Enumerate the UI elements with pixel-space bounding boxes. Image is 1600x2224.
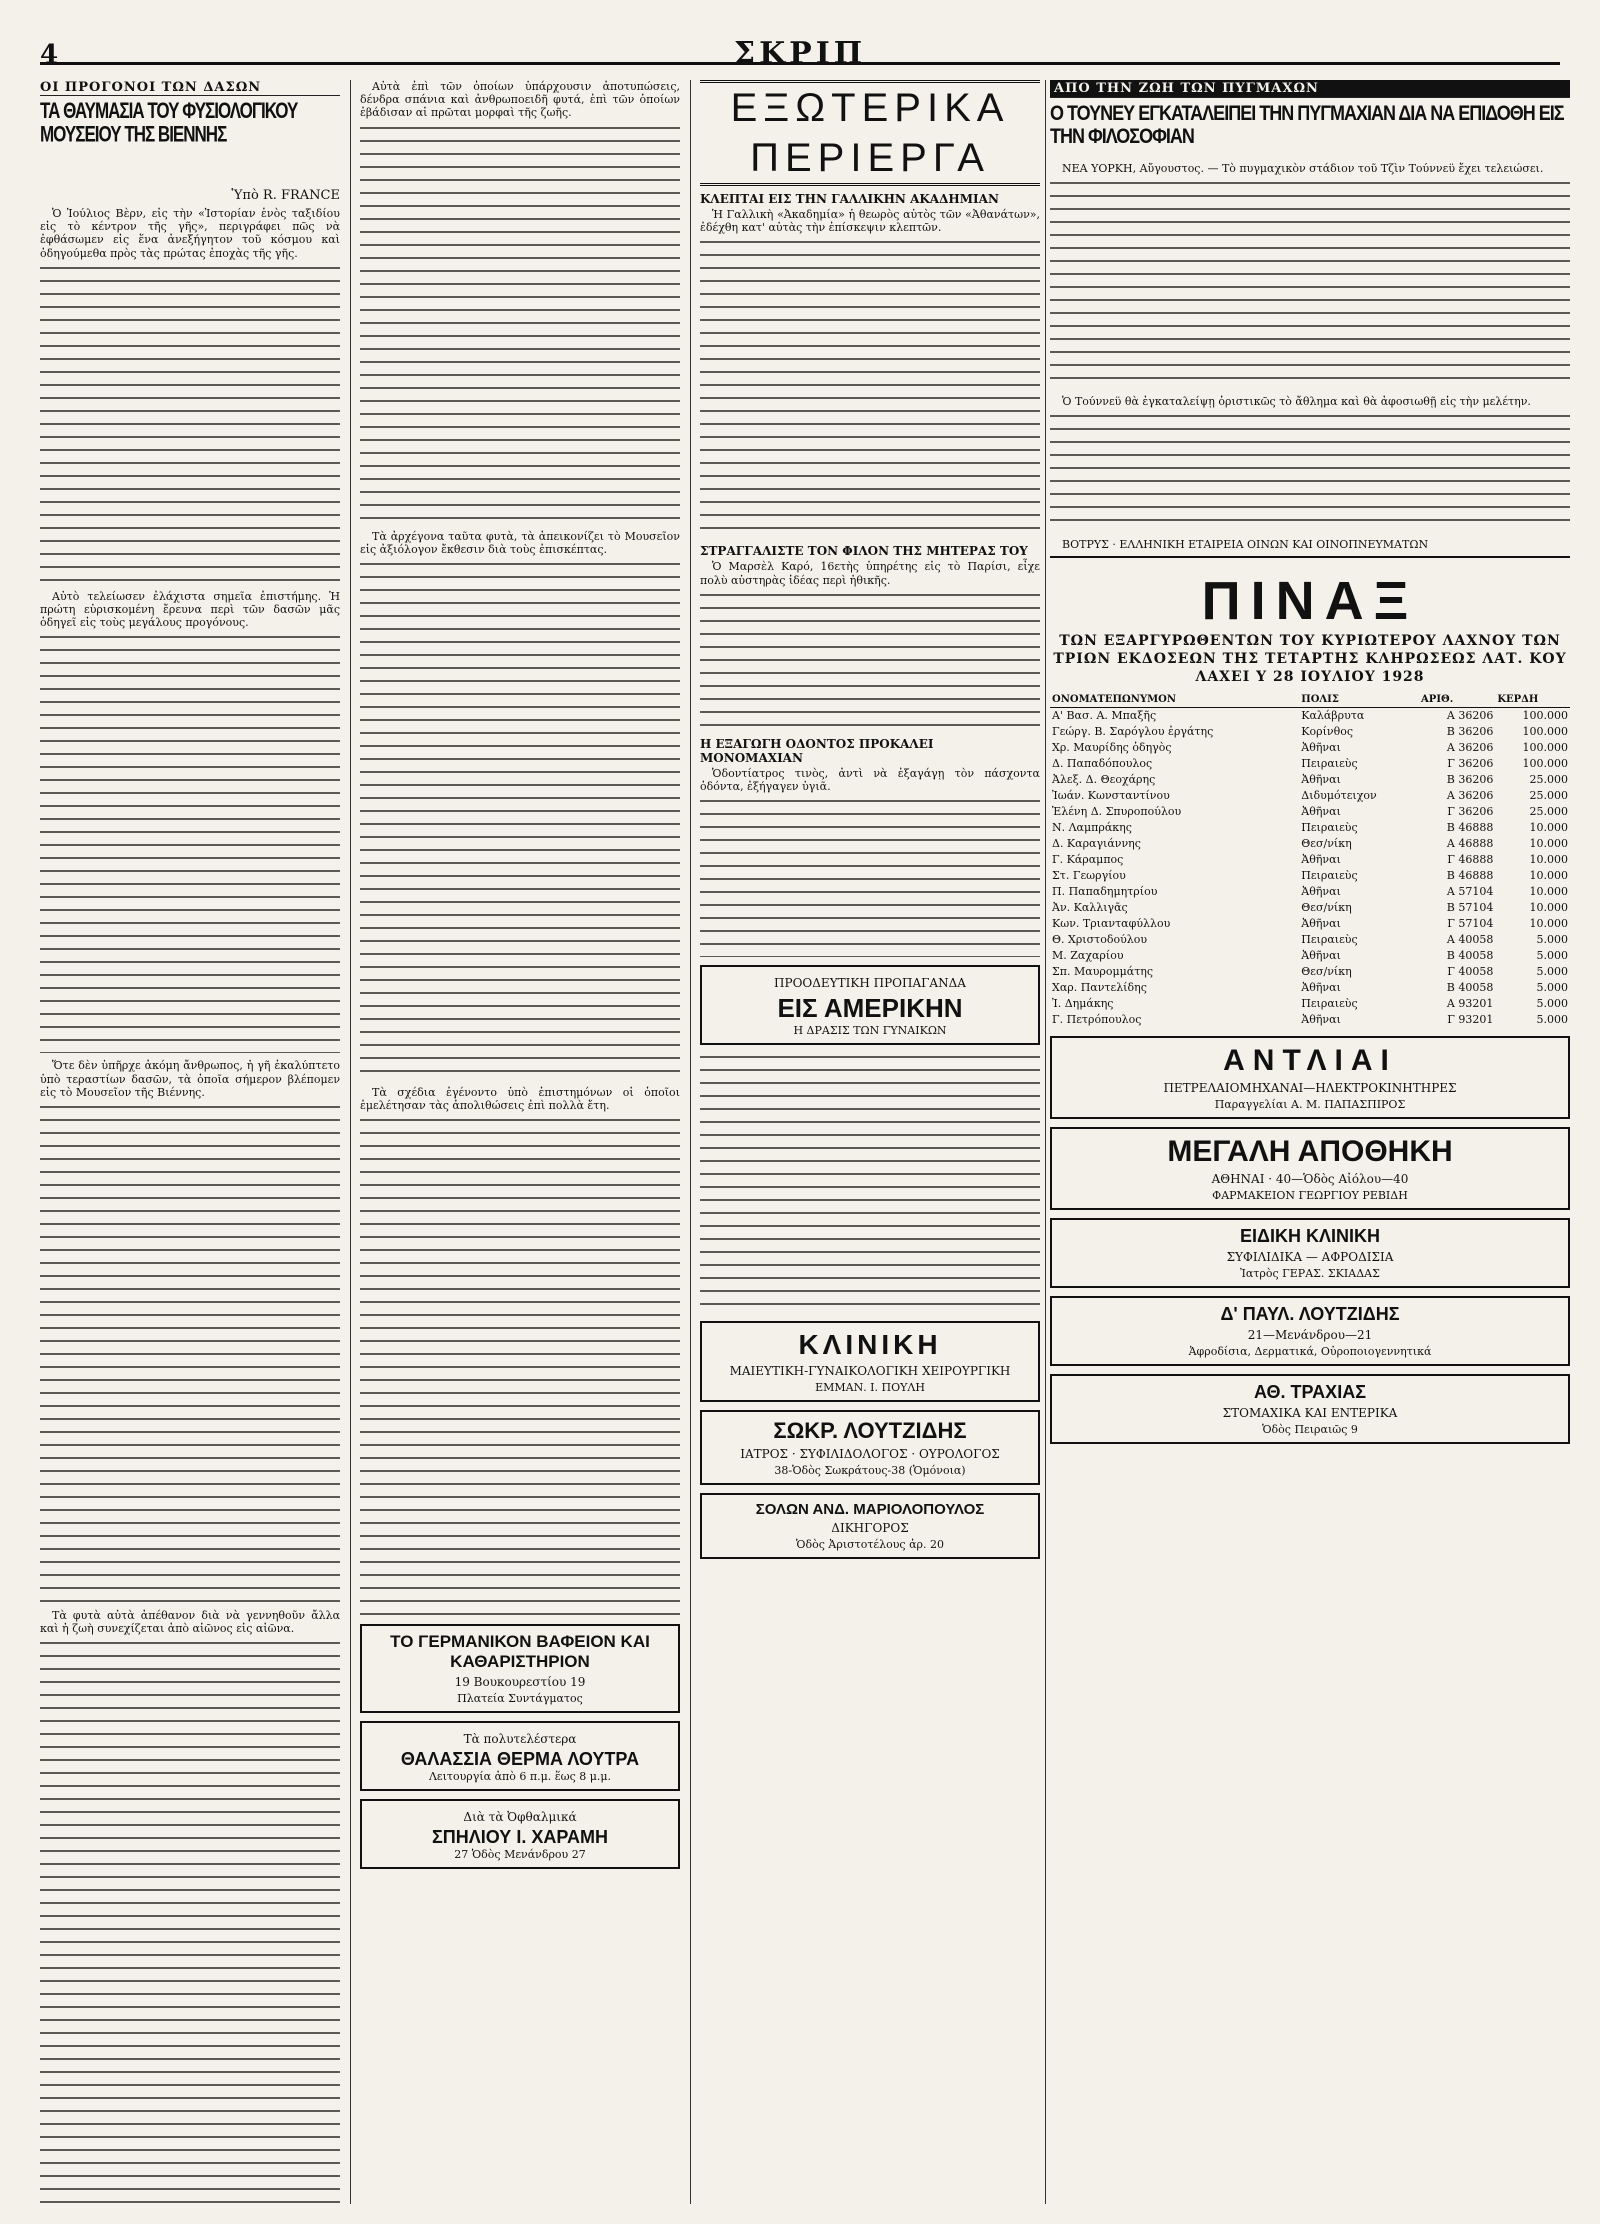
page-number: 4 — [40, 40, 59, 70]
table-cell: 100.000 — [1522, 757, 1568, 771]
table-cell: Στ. Γεωργίου — [1052, 869, 1126, 883]
table-cell: Θ. Χριστοδούλου — [1052, 933, 1148, 947]
ad-title: ΘΑΛΑΣΣΙΑ ΘΕΡΜΑ ΛΟΥΤΡΑ — [400, 1749, 640, 1770]
text-body — [700, 591, 1040, 731]
table-cell: Ἀθῆναι — [1301, 1013, 1341, 1027]
column-header: ΚΕΡΔΗ — [1495, 692, 1570, 708]
table-cell: Χαρ. Παντελίδης — [1052, 981, 1147, 995]
table-cell: Χρ. Μαυρίδης ὁδηγὸς — [1052, 741, 1172, 755]
table-cell: 25.000 — [1529, 773, 1568, 787]
table-cell: Διδυμότειχον — [1301, 789, 1377, 803]
table-cell: Ἀθῆναι — [1301, 805, 1341, 819]
ad-line: ΜΑΙΕΥΤΙΚΗ-ΓΥΝΑΙΚΟΛΟΓΙΚΗ ΧΕΙΡΟΥΡΓΙΚΗ — [729, 1364, 1011, 1379]
ad-line: ΑΘΗΝΑΙ · 40—Ὁδὸς Αἰόλου—40 — [1211, 1171, 1409, 1186]
ad-line: ΙΑΤΡΟΣ · ΣΥΦΙΛΙΔΟΛΟΓΟΣ · ΟΥΡΟΛΟΓΟΣ — [740, 1447, 1000, 1462]
table-row — [1050, 724, 1570, 740]
article-subhead: ΣΤΡΑΓΓΑΛΙΣΤΕ ΤΟΝ ΦΙΛΟΝ ΤΗΣ ΜΗΤΕΡΑΣ ΤΟΥ — [700, 544, 1028, 559]
column-header: ΑΡΙΘ. — [1419, 692, 1495, 708]
table-cell: Γ 93201 — [1447, 1013, 1494, 1027]
ad-propaganda — [700, 965, 1040, 1045]
table-cell: Ἰωάν. Κωνσταντίνου — [1052, 789, 1170, 803]
table-cell: Ἀλεξ. Δ. Θεοχάρης — [1052, 773, 1156, 787]
table-cell: Β 40058 — [1446, 949, 1494, 963]
text-body — [700, 797, 1040, 957]
ad-line: ΠΡΟΟΔΕΥΤΙΚΗ ΠΡΟΠΑΓΑΝΔΑ — [774, 976, 966, 991]
pinax-subtitle: ΤΩΝ ΕΞΑΡΓΥΡΩΘΕΝΤΩΝ ΤΟΥ ΚΥΡΙΩΤΕΡΟΥ ΛΑΧΝΟΥ ΤΩΝ ΤΡΙΩΝ ΕΚΔΟΣΕΩΝ ΤΗΣ ΤΕΤΑΡΤΗΣ ΚΛΗΡΩΣΕΩΣ ΛΑΤ. ΚΟΥ ΛΑΧΕΙ Υ 28 ΙΟΥΛΙΟΥ 1928 — [1053, 632, 1567, 685]
table-row — [1050, 804, 1570, 820]
table-cell: Πειραιεὺς — [1301, 933, 1358, 947]
table-cell: Β 57104 — [1446, 901, 1494, 915]
ad-sub: Ἰατρὸς ΓΕΡΑΣ. ΣΚΙΑΔΑΣ — [1240, 1266, 1380, 1280]
article-paragraph: Ὁδοντίατρος τινὸς, ἀντὶ νὰ ἐξαγάγῃ τὸν πάσχοντα ὀδόντα, ἐξήγαγεν ὑγιᾶ. — [700, 766, 1040, 794]
table-cell: Α 46888 — [1446, 837, 1494, 851]
table-cell: 5.000 — [1536, 965, 1568, 979]
text-body — [700, 1053, 1040, 1313]
table-cell: Γ. Κάραμπος — [1052, 853, 1124, 867]
column-2 — [360, 80, 680, 2204]
text-body — [360, 560, 680, 1080]
table-cell: Πειραιεὺς — [1301, 869, 1358, 883]
table-cell: Β 46888 — [1446, 821, 1494, 835]
ad-title: ΑΘ. ΤΡΑΧΙΑΣ — [1254, 1381, 1366, 1402]
table-cell: Ἰ. Δημάκης — [1052, 997, 1114, 1011]
ad-title: ΣΟΛΩΝ ΑΝΔ. ΜΑΡΙΟΛΟΠΟΥΛΟΣ — [755, 1501, 985, 1519]
ad-sub: 27 Ὁδὸς Μενάνδρου 27 — [454, 1848, 586, 1862]
table-cell: 5.000 — [1536, 1013, 1568, 1027]
table-cell: Α 36206 — [1446, 741, 1494, 755]
table-row — [1050, 756, 1570, 772]
ad-sub: Η ΔΡΑΣΙΣ ΤΩΝ ΓΥΝΑΙΚΩΝ — [793, 1024, 947, 1038]
table-cell: Α 57104 — [1446, 885, 1494, 899]
table-cell: Β 36206 — [1446, 725, 1494, 739]
pinax-block — [1050, 556, 1570, 1028]
table-cell: 5.000 — [1536, 933, 1568, 947]
ad-sub: Παραγγελίαι Α. Μ. ΠΑΠΑΣΠΙΡΟΣ — [1214, 1097, 1406, 1111]
ad-dye-works — [360, 1624, 680, 1713]
table-cell: 100.000 — [1522, 709, 1568, 723]
table-cell: Ἀθῆναι — [1301, 741, 1341, 755]
article-subhead: Η ΕΞΑΓΩΓΗ ΟΔΟΝΤΟΣ ΠΡΟΚΑΛΕΙ ΜΟΝΟΜΑΧΙΑΝ — [700, 736, 934, 765]
table-row — [1050, 836, 1570, 852]
ad-title: ΚΛΙΝΙΚΗ — [798, 1329, 942, 1361]
table-cell: Γ 57104 — [1447, 917, 1494, 931]
table-row — [1050, 820, 1570, 836]
text-body — [360, 1116, 680, 1616]
table-cell: Θεσ/νίκη — [1301, 901, 1352, 915]
ad-doctor-loutzidis — [700, 1410, 1040, 1485]
text-body — [1050, 179, 1570, 389]
ad-sub: Πλατεία Συντάγματος — [457, 1692, 583, 1706]
table-cell: Γ 36206 — [1447, 757, 1494, 771]
table-row — [1050, 868, 1570, 884]
ad-eye-doctor — [360, 1799, 680, 1869]
table-cell: 10.000 — [1529, 885, 1568, 899]
column-3 — [700, 80, 1040, 2204]
ad-sub: 38-Ὁδὸς Σωκράτους-38 (Ὁμόνοια) — [774, 1464, 966, 1478]
table-cell: Ἑλένη Δ. Σπυροπούλου — [1052, 805, 1182, 819]
article-paragraph: Αὐτὸ τελείωσεν ἐλάχιστα σημεῖα ἐπιστήμης. Ἡ πρώτη εὑρισκομένη ἔρευνα περὶ τῶν δασῶν μᾶς ὁδηγεῖ εἰς τοὺς μεγάλους προγόνους. — [40, 589, 340, 630]
text-body — [40, 264, 340, 584]
pinax-title: ΠΙΝΑΞ — [1201, 570, 1419, 631]
section-kicker: ΟΙ ΠΡΟΓΟΝΟΙ ΤΩΝ ΔΑΣΩΝ — [40, 80, 340, 96]
table-cell: Ἀθῆναι — [1301, 949, 1341, 963]
ad-sub: Λειτουργία ἀπὸ 6 π.μ. ἕως 8 μ.μ. — [428, 1770, 612, 1784]
table-cell: 5.000 — [1536, 997, 1568, 1011]
table-cell: Κων. Τριανταφύλλου — [1052, 917, 1171, 931]
table-cell: Α' Βασ. Α. Μπαξῆς — [1052, 709, 1157, 723]
column-rule — [690, 80, 691, 2204]
ad-line: Διὰ τὰ Ὀφθαλμικά — [463, 1810, 577, 1825]
table-cell: 5.000 — [1536, 981, 1568, 995]
table-row — [1050, 788, 1570, 804]
text-body — [40, 1103, 340, 1603]
column-rule — [1045, 80, 1046, 2204]
table-cell: Κορίνθος — [1301, 725, 1353, 739]
table-cell: Καλάβρυτα — [1301, 709, 1365, 723]
table-row — [1050, 852, 1570, 868]
table-cell: Β 36206 — [1446, 773, 1494, 787]
table-cell: Θεσ/νίκη — [1301, 837, 1352, 851]
table-cell: Γ 40058 — [1447, 965, 1494, 979]
article-paragraph: Ὁ Μαρσὲλ Καρό, 16ετὴς ὑπηρέτης εἰς τὸ Παρίσι, εἶχε πολὺ αὐστηρὰς ἰδέας περὶ ἠθικῆς. — [700, 560, 1040, 587]
article-subhead: ΚΛΕΠΤΑΙ ΕΙΣ ΤΗΝ ΓΑΛΛΙΚΗΝ ΑΚΑΔΗΜΙΑΝ — [700, 192, 999, 206]
ad-title: ΑΝΤΛΙΑΙ — [1223, 1043, 1397, 1077]
table-cell: Ἀθῆναι — [1301, 981, 1341, 995]
table-cell: Π. Παπαδημητρίου — [1052, 885, 1158, 899]
ad-trachias — [1050, 1374, 1570, 1444]
table-cell: Α 36206 — [1446, 789, 1494, 803]
ad-doctor-pavlos — [1050, 1296, 1570, 1366]
ad-sub: ΕΜΜΑΝ. Ι. ΠΟΥΛΗ — [815, 1381, 925, 1395]
ad-line: ΠΕΤΡΕΛΑΙΟΜΗΧΑΝΑΙ—ΗΛΕΚΤΡΟΚΙΝΗΤΗΡΕΣ — [1163, 1080, 1457, 1095]
column-header: ΠΟΛΙΣ — [1299, 692, 1419, 708]
table-header-row — [1050, 692, 1570, 708]
ad-sub: Ἀφροδίσια, Δερματικά, Οὐροποιογεννητικά — [1188, 1344, 1432, 1358]
article-paragraph: ΒΟΤΡΥΣ · ΕΛΛΗΝΙΚΗ ΕΤΑΙΡΕΙΑ ΟΙΝΩΝ ΚΑΙ ΟΙΝΟΠΝΕΥΜΑΤΩΝ — [1062, 538, 1429, 552]
table-row — [1050, 900, 1570, 916]
column-4 — [1050, 80, 1570, 2204]
table-row — [1050, 964, 1570, 980]
lottery-table — [1050, 692, 1570, 1028]
table-cell: Δ. Καραγιάννης — [1052, 837, 1141, 851]
article-byline: Ὑπὸ R. FRANCE — [231, 188, 340, 203]
section-banner: ΕΞΩΤΕΡΙΚΑ ΠΕΡΙΕΡΓΑ — [700, 80, 1040, 186]
top-rule — [40, 62, 1560, 65]
table-row — [1050, 932, 1570, 948]
table-cell: Ἀθῆναι — [1301, 773, 1341, 787]
ad-line: 21—Μενάνδρου—21 — [1247, 1327, 1373, 1342]
table-cell: Θεσ/νίκη — [1301, 965, 1352, 979]
table-cell: 10.000 — [1529, 853, 1568, 867]
table-cell: Α 36206 — [1446, 709, 1494, 723]
table-cell: Α 93201 — [1446, 997, 1494, 1011]
column-header: ΟΝΟΜΑΤΕΠΩΝΥΜΟΝ — [1050, 692, 1299, 708]
ad-line: 19 Βουκουρεστίου 19 — [454, 1675, 586, 1690]
table-cell: Γ 36206 — [1447, 805, 1494, 819]
text-body — [1050, 412, 1570, 532]
ad-line: ΣΤΟΜΑΧΙΚΑ ΚΑΙ ΕΝΤΕΡΙΚΑ — [1222, 1405, 1398, 1420]
masthead: ΣΚΡΙΠ — [733, 36, 867, 71]
ad-lawyer — [700, 1493, 1040, 1559]
table-cell: Ἀν. Καλλιγᾶς — [1052, 901, 1128, 915]
text-body — [700, 238, 1040, 538]
ad-pumps — [1050, 1036, 1570, 1119]
column-rule — [350, 80, 351, 2204]
table-row — [1050, 707, 1570, 724]
section-kicker: ΑΠΟ ΤΗΝ ΖΩΗ ΤΩΝ ΠΥΓΜΑΧΩΝ — [1050, 80, 1570, 98]
text-body — [40, 1639, 340, 2204]
ad-title: ΕΙΔΙΚΗ ΚΛΙΝΙΚΗ — [1240, 1225, 1380, 1246]
table-cell: Σπ. Μαυρομμάτης — [1052, 965, 1154, 979]
article-paragraph: Τὰ φυτὰ αὐτὰ ἀπέθανον διὰ νὰ γεννηθοῦν ἄλλα καὶ ἡ ζωὴ συνεχίζεται ἀπὸ αἰῶνος εἰς αἰῶνα. — [40, 1609, 340, 1636]
ad-title: ΜΕΓΑΛΗ ΑΠΟΘΗΚΗ — [1167, 1134, 1453, 1168]
table-cell: 10.000 — [1529, 869, 1568, 883]
table-row — [1050, 740, 1570, 756]
ad-special-clinic — [1050, 1218, 1570, 1288]
table-cell: Γ. Πετρόπουλος — [1052, 1013, 1142, 1027]
table-cell: Πειραιεὺς — [1301, 821, 1358, 835]
ad-line: ΔΙΚΗΓΟΡΟΣ — [831, 1521, 909, 1536]
table-cell: 25.000 — [1529, 789, 1568, 803]
table-cell: 10.000 — [1529, 917, 1568, 931]
article-paragraph: Ὁ Ἰούλιος Βὲρν, εἰς τὴν «Ἱστορίαν ἑνὸς ταξιδίου εἰς τὸ κέντρον τῆς γῆς», περιγράφει πῶς νὰ ἐφθάσωμεν εἰς ἕνα ἀνεξήγητον τοῦ κόσμου καὶ ὁδηγούμεθα πρὸς τὰς πρώτας ἐποχὰς τῆς γῆς. — [40, 207, 340, 260]
table-cell: 10.000 — [1529, 821, 1568, 835]
table-row — [1050, 948, 1570, 964]
article-paragraph: Ὁ Τούννεϋ θὰ ἐγκαταλείψῃ ὁριστικῶς τὸ ἄθλημα καὶ θὰ ἀφοσιωθῇ εἰς τὴν μελέτην. — [1062, 395, 1531, 409]
table-row — [1050, 1012, 1570, 1028]
table-cell: Πειραιεὺς — [1301, 757, 1358, 771]
article-paragraph: Αὐτὰ ἐπὶ τῶν ὁποίων ὑπάρχουσιν ἀποτυπώσεις, δένδρα σπάνια καὶ ἀνθρωποειδῆ φυτά, ἐπὶ τῶν ὁποίων ἐβάδισαν αἱ πρῶται μορφαὶ τῆς ζωῆς. — [360, 80, 680, 120]
ad-title: ΕΙΣ ΑΜΕΡΙΚΗΝ — [777, 993, 963, 1024]
table-cell: 10.000 — [1529, 837, 1568, 851]
article-paragraph: Ὅτε δὲν ὑπῆρχε ἀκόμη ἄνθρωπος, ἡ γῆ ἐκαλύπτετο ὑπὸ τεραστίων δασῶν, τὰ ὁποῖα σήμερον βλέπομεν εἰς τὸ Μουσεῖον τῆς Βιέννης. — [40, 1059, 340, 1099]
text-body — [360, 124, 680, 524]
table-row — [1050, 884, 1570, 900]
article-paragraph: ΝΕΑ ΥΟΡΚΗ, Αὔγουστος. — Τὸ πυγμαχικὸν στάδιον τοῦ Τζὶν Τούννεϋ ἔχει τελειώσει. — [1062, 162, 1544, 175]
column-1 — [40, 80, 340, 2204]
table-cell: Πειραιεὺς — [1301, 997, 1358, 1011]
text-body — [40, 633, 340, 1053]
table-cell: 100.000 — [1522, 725, 1568, 739]
article-paragraph: Τὰ σχέδια ἐγένοντο ὑπὸ ἐπιστημόνων οἱ ὁποῖοι ἐμελέτησαν τὰς ἀπολιθώσεις ἐπὶ πολλὰ ἔτη. — [360, 1086, 680, 1113]
table-cell: 10.000 — [1529, 901, 1568, 915]
table-cell: Β 40058 — [1446, 981, 1494, 995]
table-cell: Γ 46888 — [1447, 853, 1494, 867]
table-cell: 25.000 — [1529, 805, 1568, 819]
ad-clinic-pouli — [700, 1321, 1040, 1402]
ad-warehouse — [1050, 1127, 1570, 1210]
ad-sub: ΦΑΡΜΑΚΕΙΟΝ ΓΕΩΡΓΙΟΥ ΡΕΒΙΔΗ — [1212, 1188, 1408, 1202]
table-cell: Ἀθῆναι — [1301, 917, 1341, 931]
ad-line: Τὰ πολυτελέστερα — [463, 1732, 577, 1747]
table-row — [1050, 772, 1570, 788]
ad-line: ΣΥΦΙΛΙΔΙΚΑ — ΑΦΡΟΔΙΣΙΑ — [1226, 1249, 1394, 1264]
article-headline: ΤΑ ΘΑΥΜΑΣΙΑ ΤΟΥ ΦΥΣΙΟΛΟΓΙΚΟΥ ΜΟΥΣΕΙΟΥ ΤΗΣ ΒΙΕΝΝΗΣ — [40, 98, 298, 147]
ad-sub: Ὁδὸς Ἀριστοτέλους ἀρ. 20 — [796, 1538, 944, 1552]
article-paragraph: Τὰ ἀρχέγονα ταῦτα φυτὰ, τὰ ἀπεικονίζει τὸ Μουσεῖον εἰς ἀξιόλογον ἔκθεσιν διὰ τοὺς ἐπισκέπτας. — [360, 529, 680, 556]
article-headline: Ο ΤΟΥΝΕΥ ΕΓΚΑΤΑΛΕΙΠΕΙ ΤΗΝ ΠΥΓΜΑΧΙΑΝ ΔΙΑ ΝΑ ΕΠΙΔΟΘΗ ΕΙΣ ΤΗΝ ΦΙΛΟΣΟΦΙΑΝ — [1050, 100, 1564, 148]
table-cell: 5.000 — [1536, 949, 1568, 963]
ad-title: ΣΩΚΡ. ΛΟΥΤΖΙΔΗΣ — [773, 1418, 967, 1444]
table-row — [1050, 980, 1570, 996]
ad-title: Δ' ΠΑΥΛ. ΛΟΥΤΖΙΔΗΣ — [1220, 1303, 1400, 1324]
ad-title: ΤΟ ΓΕΡΜΑΝΙΚΟΝ ΒΑΦΕΙΟΝ ΚΑΙ ΚΑΘΑΡΙΣΤΗΡΙΟΝ — [390, 1632, 650, 1672]
table-cell: Γεώργ. Β. Σαρόγλου ἐργάτης — [1052, 725, 1214, 739]
table-cell: Ἀθῆναι — [1301, 885, 1341, 899]
table-row — [1050, 916, 1570, 932]
table-cell: Δ. Παπαδόπουλος — [1052, 757, 1153, 771]
table-cell: Β 46888 — [1446, 869, 1494, 883]
ad-title: ΣΠΗΛΙΟΥ Ι. ΧΑΡΑΜΗ — [432, 1827, 608, 1848]
article-paragraph: Ἡ Γαλλικὴ «Ἀκαδημία» ἡ θεωρὸς αὐτὸς τῶν «Ἀθανάτων», ἐδέχθη κατ' αὐτὰς τὴν ἐπίσκεψιν κλεπτῶν. — [700, 208, 1040, 235]
ad-baths — [360, 1721, 680, 1791]
table-cell: Ν. Λαμπράκης — [1052, 821, 1132, 835]
table-cell: Ἀθῆναι — [1301, 853, 1341, 867]
ad-sub: Ὁδὸς Πειραιῶς 9 — [1262, 1422, 1358, 1436]
table-cell: Μ. Ζαχαρίου — [1052, 949, 1124, 963]
table-cell: 100.000 — [1522, 741, 1568, 755]
table-row — [1050, 996, 1570, 1012]
table-cell: Α 40058 — [1446, 933, 1494, 947]
